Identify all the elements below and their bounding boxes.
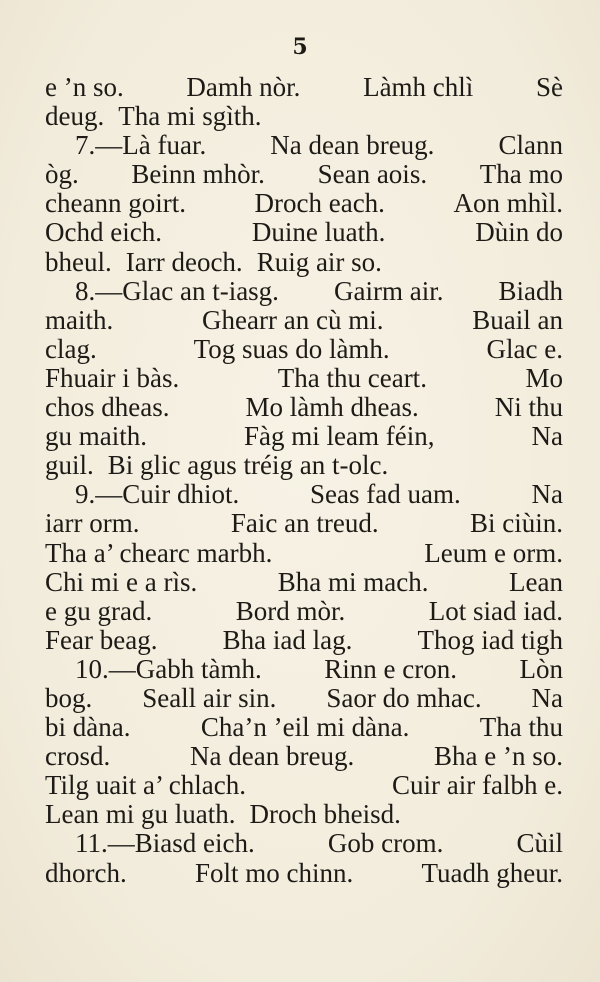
sentence-fragment: Duine luath. (251, 217, 386, 248)
sentence-fragment: Ruig air so. (256, 246, 382, 277)
sentence-fragment: Sean aois. (317, 159, 428, 190)
sentence-fragment: Chi mi e a rìs. (45, 566, 198, 597)
sentence-fragment: Na dean breug. (270, 130, 435, 161)
text-line (45, 160, 563, 189)
sentence-fragment: Tuadh gheur. (421, 857, 563, 888)
sentence-fragment: Sè (535, 72, 563, 102)
sentence-fragment: Tha thu (479, 712, 563, 743)
sentence-fragment: Mo làmh dheas. (245, 392, 419, 423)
sentence-fragment: Seas fad uam. (310, 479, 461, 510)
text-line (45, 102, 563, 131)
sentence-fragment: Lean mi gu luath. (45, 799, 236, 830)
sentence-fragment: Clann (498, 130, 563, 161)
sentence-fragment: Tilg uait a’ chlach. (45, 770, 246, 801)
sentence-fragment: Saor do mhac. (326, 682, 482, 713)
text-line (45, 859, 563, 888)
sentence-fragment: Thog iad tigh (417, 624, 563, 655)
sentence-fragment: Fear beag. (45, 624, 158, 655)
sentence-fragment: òg. (45, 159, 79, 190)
text-line (45, 597, 563, 626)
text-line (45, 539, 563, 568)
sentence-fragment: Na (531, 421, 563, 452)
sentence-fragment: clag. (45, 333, 97, 364)
sentence-fragment: Droch bheisd. (249, 799, 401, 830)
sentence-fragment: Lean (509, 566, 563, 597)
sentence-fragment: Tha thu ceart. (277, 362, 427, 393)
sentence-fragment: bog. (45, 682, 93, 713)
sentence-fragment: chos dheas. (45, 392, 170, 423)
text-line (45, 277, 563, 306)
sentence-fragment: Tha a’ chearc marbh. (45, 537, 273, 568)
sentence-fragment: iarr orm. (45, 508, 140, 539)
sentence-fragment: crosd. (45, 741, 111, 772)
sentence-fragment: Bha e ’n so. (434, 741, 563, 772)
sentence-fragment: Droch each. (254, 188, 385, 219)
page-number: 5 (292, 34, 308, 60)
sentence-fragment: Tha mo (479, 159, 563, 190)
text-line (45, 248, 563, 277)
sentence-fragment: Cùil (516, 828, 563, 859)
sentence-fragment: Gob crom. (327, 828, 444, 859)
sentence-fragment: 9.—Cuir dhiot. (75, 479, 240, 510)
sentence-fragment: Ochd eich. (45, 217, 162, 248)
sentence-fragment: Na (531, 479, 563, 510)
sentence-fragment: 7.—Là fuar. (75, 130, 207, 161)
body-text (45, 73, 563, 888)
sentence-fragment: Tha mi sgìth. (118, 101, 262, 132)
text-line (45, 335, 563, 364)
sentence-fragment: Iarr deoch. (125, 246, 243, 277)
sentence-fragment: Bha iad lag. (222, 624, 353, 655)
sentence-fragment: Aon mhìl. (453, 188, 563, 219)
sentence-fragment: Leum e orm. (424, 537, 563, 568)
sentence-fragment: cheann goirt. (45, 188, 186, 219)
sentence-fragment: Fàg mi leam féin, (244, 421, 435, 452)
sentence-fragment: Rinn e cron. (324, 653, 457, 684)
sentence-fragment: Damh nòr. (186, 72, 301, 102)
text-line (45, 393, 563, 422)
text-line (45, 364, 563, 393)
sentence-fragment: Bi ciùin. (469, 508, 563, 539)
sentence-fragment: Bord mòr. (235, 595, 346, 626)
text-line (45, 451, 563, 480)
sentence-fragment: Ni thu (494, 392, 563, 423)
sentence-fragment: Fhuair i bàs. (45, 362, 180, 393)
sentence-fragment: 10.—Gabh tàmh. (75, 653, 262, 684)
text-line (45, 422, 563, 451)
sentence-fragment: e ’n so. (45, 72, 124, 102)
text-line (45, 480, 563, 509)
text-line (45, 684, 563, 713)
sentence-fragment: Beinn mhòr. (131, 159, 265, 190)
sentence-fragment: Tog suas do làmh. (193, 333, 390, 364)
text-line (45, 131, 563, 160)
text-line (45, 655, 563, 684)
text-line (45, 218, 563, 247)
text-line (45, 509, 563, 538)
sentence-fragment: Cha’n ’eil mi dàna. (200, 712, 410, 743)
sentence-fragment: Ghearr an cù mi. (202, 304, 384, 335)
sentence-fragment: Bha mi mach. (277, 566, 429, 597)
text-line (45, 829, 563, 858)
sentence-fragment: Faic an treud. (230, 508, 379, 539)
sentence-fragment: Làmh chlì (363, 72, 474, 102)
sentence-fragment: dhorch. (45, 857, 127, 888)
text-line (45, 626, 563, 655)
sentence-fragment: Buail an (472, 304, 563, 335)
text-line (45, 568, 563, 597)
sentence-fragment: bi dàna. (45, 712, 131, 743)
sentence-fragment: deug. (45, 101, 105, 132)
text-line (45, 73, 563, 102)
sentence-fragment: Lòn (519, 653, 563, 684)
sentence-fragment: Cuir air falbh e. (392, 770, 563, 801)
sentence-fragment: bheul. (45, 246, 112, 277)
text-line (45, 306, 563, 335)
sentence-fragment: e gu grad. (45, 595, 153, 626)
text-line (45, 189, 563, 218)
sentence-fragment: 8.—Glac an t-iasg. (75, 275, 279, 306)
sentence-fragment: Biadh (498, 275, 563, 306)
sentence-fragment: Gairm air. (333, 275, 444, 306)
sentence-fragment: Seall air sin. (142, 682, 277, 713)
sentence-fragment: Mo (525, 362, 563, 393)
sentence-fragment: Bi glic agus tréig an t-olc. (107, 450, 389, 481)
sentence-fragment: gu maith. (45, 421, 147, 452)
text-line (45, 713, 563, 742)
sentence-fragment: Glac e. (486, 333, 563, 364)
sentence-fragment: Lot siad iad. (428, 595, 563, 626)
sentence-fragment: Na dean breug. (190, 741, 355, 772)
sentence-fragment: Folt mo chinn. (194, 857, 354, 888)
text-line (45, 742, 563, 771)
sentence-fragment: maith. (45, 304, 114, 335)
sentence-fragment: 11.—Biasd eich. (75, 828, 255, 859)
sentence-fragment: Na (531, 682, 563, 713)
sentence-fragment: Dùin do (475, 217, 563, 248)
text-line (45, 771, 563, 800)
text-line (45, 800, 563, 829)
sentence-fragment: guil. (45, 450, 94, 481)
